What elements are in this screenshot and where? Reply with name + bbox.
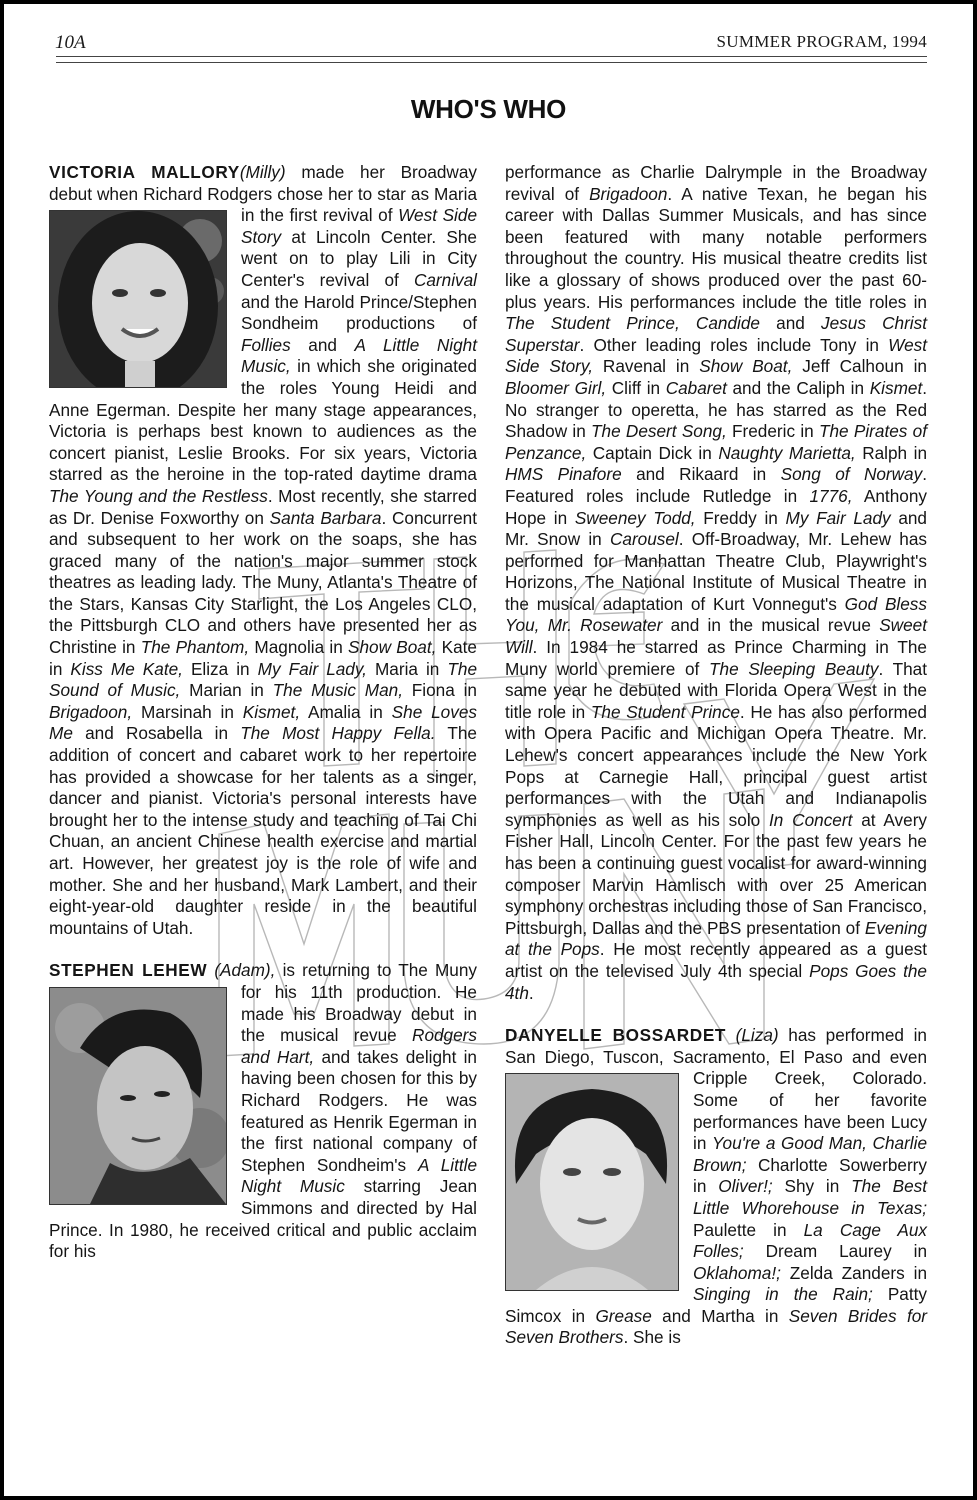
running-header	[55, 30, 927, 54]
header-rule-top	[56, 56, 927, 57]
show-title: The Sleeping Beauty	[709, 658, 879, 679]
show-title: My Fair Lady	[785, 507, 891, 528]
show-title: Follies	[241, 334, 291, 355]
show-title: Grease	[595, 1305, 652, 1326]
show-title: Kiss Me Kate,	[70, 658, 183, 679]
page-number: 10A	[55, 32, 86, 53]
show-title: Brigadoon	[589, 183, 668, 204]
show-title: Pops Goes the 4th	[505, 960, 927, 1003]
show-title: My Fair Lady,	[257, 658, 367, 679]
show-title: Jesus Christ Superstar	[505, 313, 927, 355]
header-rule-bottom	[56, 62, 927, 63]
show-title: Oliver!;	[718, 1176, 773, 1197]
show-title: The Young and the Restless	[49, 485, 268, 506]
bio-name: VICTORIA MALLORY	[49, 162, 240, 182]
show-title: Carousel	[609, 529, 679, 550]
danyelle-bossardet-portrait-photo	[505, 1073, 679, 1291]
right-column	[505, 162, 927, 1349]
show-title: La Cage Aux Folles;	[693, 1219, 927, 1262]
show-title: Show Boat,	[348, 637, 437, 658]
show-title: The Most Happy Fella.	[240, 723, 436, 744]
show-title: A Little Night Music,	[241, 334, 477, 377]
show-title: Singing in the Rain;	[693, 1284, 873, 1305]
show-title: 1776,	[809, 485, 853, 506]
stephen-lehew-portrait-photo	[49, 987, 227, 1205]
show-title: The Pirates of Penzance,	[505, 421, 927, 463]
show-title: Sweet Will	[505, 615, 927, 658]
show-title: Cabaret	[665, 377, 727, 398]
show-title: Seven Brides for Seven Brothers	[505, 1305, 927, 1348]
show-title: Brigadoon,	[49, 701, 133, 722]
bio-danyelle-bossardet: DANYELLE BOSSARDET (Liza) has performed in San Diego, Tuscon, Sacramento, El Paso and even Cripple Creek, Colorado. Some of her favorite performances have been Lucy in You're a Good Man, Charlie Brown; Charlotte Sowerberry in Oliver!; Shy in The Best Little Whorehouse in Texas; Paulette in La Cage Aux Folles; Dream Laurey in Oklahoma!; Zelda Zanders in Singing in the Rain; Patty Simcox in Grease and Martha in Seven Brides for Seven Brothers. She is	[505, 1025, 928, 1348]
bio-name: DANYELLE BOSSARDET	[505, 1025, 726, 1046]
show-title: Kismet,	[242, 701, 301, 722]
bio-stephen-lehew-continued: performance as Charlie Dalrymple in the Broadway revival of Brigadoon. A native Texan, he began his career with Dallas Summer Musicals, and has since been featured with many notable performers throughout the country. His musical theatre credits list like a glossary of shows produced over the past 60-plus years. His performances include the title roles in The Student Prince, Candide and Jesus Christ Superstar. Other leading roles include Tony in West Side Story, Ravenal in Show Boat, Jeff Calhoun in Bloomer Girl, Cliff in Cabaret and the Caliph in Kismet. No stranger to operetta, he has starred as the Red Shadow in The Desert Song, Frederic in The Pirates of Penzance, Captain Dick in Naughty Marietta, Ralph in HMS Pinafore and Rikaard in Song of Norway. Featured roles include Rutledge in 1776, Anthony Hope in Sweeney Todd, Freddy in My Fair Lady and Mr. Snow in Carousel. Off-Broadway, Mr. Lehew has performed for Manhattan Theatre Club, Playwright's Horizons, The National Institute of Musical Theatre in the musical adaptation of Kurt Vonnegut's God Bless You, Mr. Rosewater and in the musical revue Sweet Will. In 1984 he starred as Prince Charming in The Muny world premiere of The Sleeping Beauty. That same year he debuted with Florida Opera West in the title role in The Student Prince. He has also performed with Opera Pacific and Michigan Opera Theatre. Mr. Lehew's concert appearances include the New York Pops at Carnegie Hall, principal guest artist performances with the Utah and Indianapolis symphonies as well as his solo In Concert at Avery Fisher Hall, Lincoln Center. For the past few years he has been a continuing guest vocalist for award-winning composer Marvin Hamlisch with over 25 American symphony orchestras including those of San Francisco, Pittsburgh, Dallas and the PBS presentation of Evening at the Pops. He most recently appeared as a guest artist on the televised July 4th special Pops Goes the 4th.	[505, 162, 928, 1003]
show-title: Song of Norway	[780, 464, 923, 485]
section-title: WHO'S WHO	[410, 94, 567, 124]
left-column	[49, 162, 477, 1263]
show-title: God Bless You, Mr. Rosewater	[505, 593, 927, 636]
show-title: You're a Good Man, Charlie Brown;	[693, 1133, 928, 1175]
show-title: The Phantom,	[140, 637, 250, 658]
show-title: Evening at the Pops	[505, 917, 927, 960]
show-title: The Music Man,	[272, 680, 403, 701]
bio-role: (Milly)	[239, 162, 286, 182]
program-page	[4, 4, 973, 1496]
show-title: Sweeney Todd,	[574, 507, 696, 528]
show-title: Bloomer Girl,	[505, 377, 607, 398]
bio-victoria-mallory: VICTORIA MALLORY(Milly) made her Broadway debut when Richard Rodgers chose her to star as Maria in the first revival of West Side Story at Lincoln Center. She went on to play Lili in City Center's revival of Carnival and the Harold Prince/Stephen Sondheim productions of Follies and A Little Night Music, in which she originated the roles Young Heidi and Anne Egerman. Despite her many stage appearances, Victoria is perhaps best known to audiences as the concert pianist, Leslie Brooks. For six years, Victoria starred as the heroine in the top-rated daytime drama The Young and the Restless. Most recently, she starred as Dr. Denise Foxworthy on Santa Barbara. Concurrent and subsequent to her work on the soaps, she has graced many of the nation's major summer stock theatres as leading lady. The Muny, Atlanta's Theatre of the Stars, Kansas City Starlight, the Los Angeles CLO, the Pittsburgh CLO and others have presented her as Christine in The Phantom, Magnolia in Show Boat, Kate in Kiss Me Kate, Eliza in My Fair Lady, Maria in The Sound of Music, Marian in The Music Man, Fiona in Brigadoon, Marsinah in Kismet, Amalia in She Loves Me and Rosabella in The Most Happy Fella. The addition of concert and cabaret work to her repertoire has provided a showcase for her talents as a singer, dancer and pianist. Victoria's personal interests have brought her to the intense study and teaching of Tai Chi Chuan, an ancient Chinese health exercise and martial art. However, her greatest joy is the role of wife and mother. She and her husband, Mark Lambert, and their eight-year-old daughter reside in the beautiful mountains of Utah.	[49, 162, 478, 938]
show-title: In Concert	[769, 809, 853, 830]
show-title: West Side Story,	[505, 334, 927, 377]
show-title: The Student Prince	[590, 701, 740, 722]
show-title: The Sound of Music,	[49, 658, 478, 701]
show-title: Carnival	[413, 269, 477, 290]
publication-title: SUMMER PROGRAM, 1994	[716, 32, 927, 51]
show-title: Rodgers and Hart,	[241, 1025, 477, 1067]
show-title: Naughty Marietta,	[718, 442, 856, 463]
show-title: The Best Little Whorehouse in Texas;	[693, 1176, 927, 1218]
show-title: Show Boat,	[699, 356, 793, 377]
victoria-mallory-portrait-photo	[49, 210, 227, 388]
show-title: Kismet	[869, 377, 923, 398]
show-title: West Side Story	[241, 205, 477, 247]
show-title: The Student Prince, Candide	[505, 313, 760, 334]
bio-stephen-lehew: STEPHEN LEHEW (Adam), is returning to The Muny for his 11th production. He made his Broadway debut in the musical revue Rodgers and Hart, and takes delight in having been chosen for this by Richard Rodgers. He was featured as Henrik Egerman in the first national company of Stephen Sondheim's A Little Night Music starring Jean Simmons and directed by Hal Prince. In 1980, he received critical and public acclaim for his	[49, 960, 477, 1262]
bio-role: (Liza)	[735, 1025, 779, 1046]
show-title: Oklahoma!;	[693, 1262, 781, 1283]
show-title: HMS Pinafore	[505, 464, 622, 485]
show-title: A Little Night Music	[241, 1154, 477, 1197]
show-title: She Loves Me	[49, 701, 477, 744]
bio-role: (Adam),	[214, 960, 276, 981]
show-title: The Desert Song,	[591, 421, 727, 442]
show-title: Santa Barbara	[269, 507, 382, 528]
bio-name: STEPHEN LEHEW	[49, 960, 208, 981]
